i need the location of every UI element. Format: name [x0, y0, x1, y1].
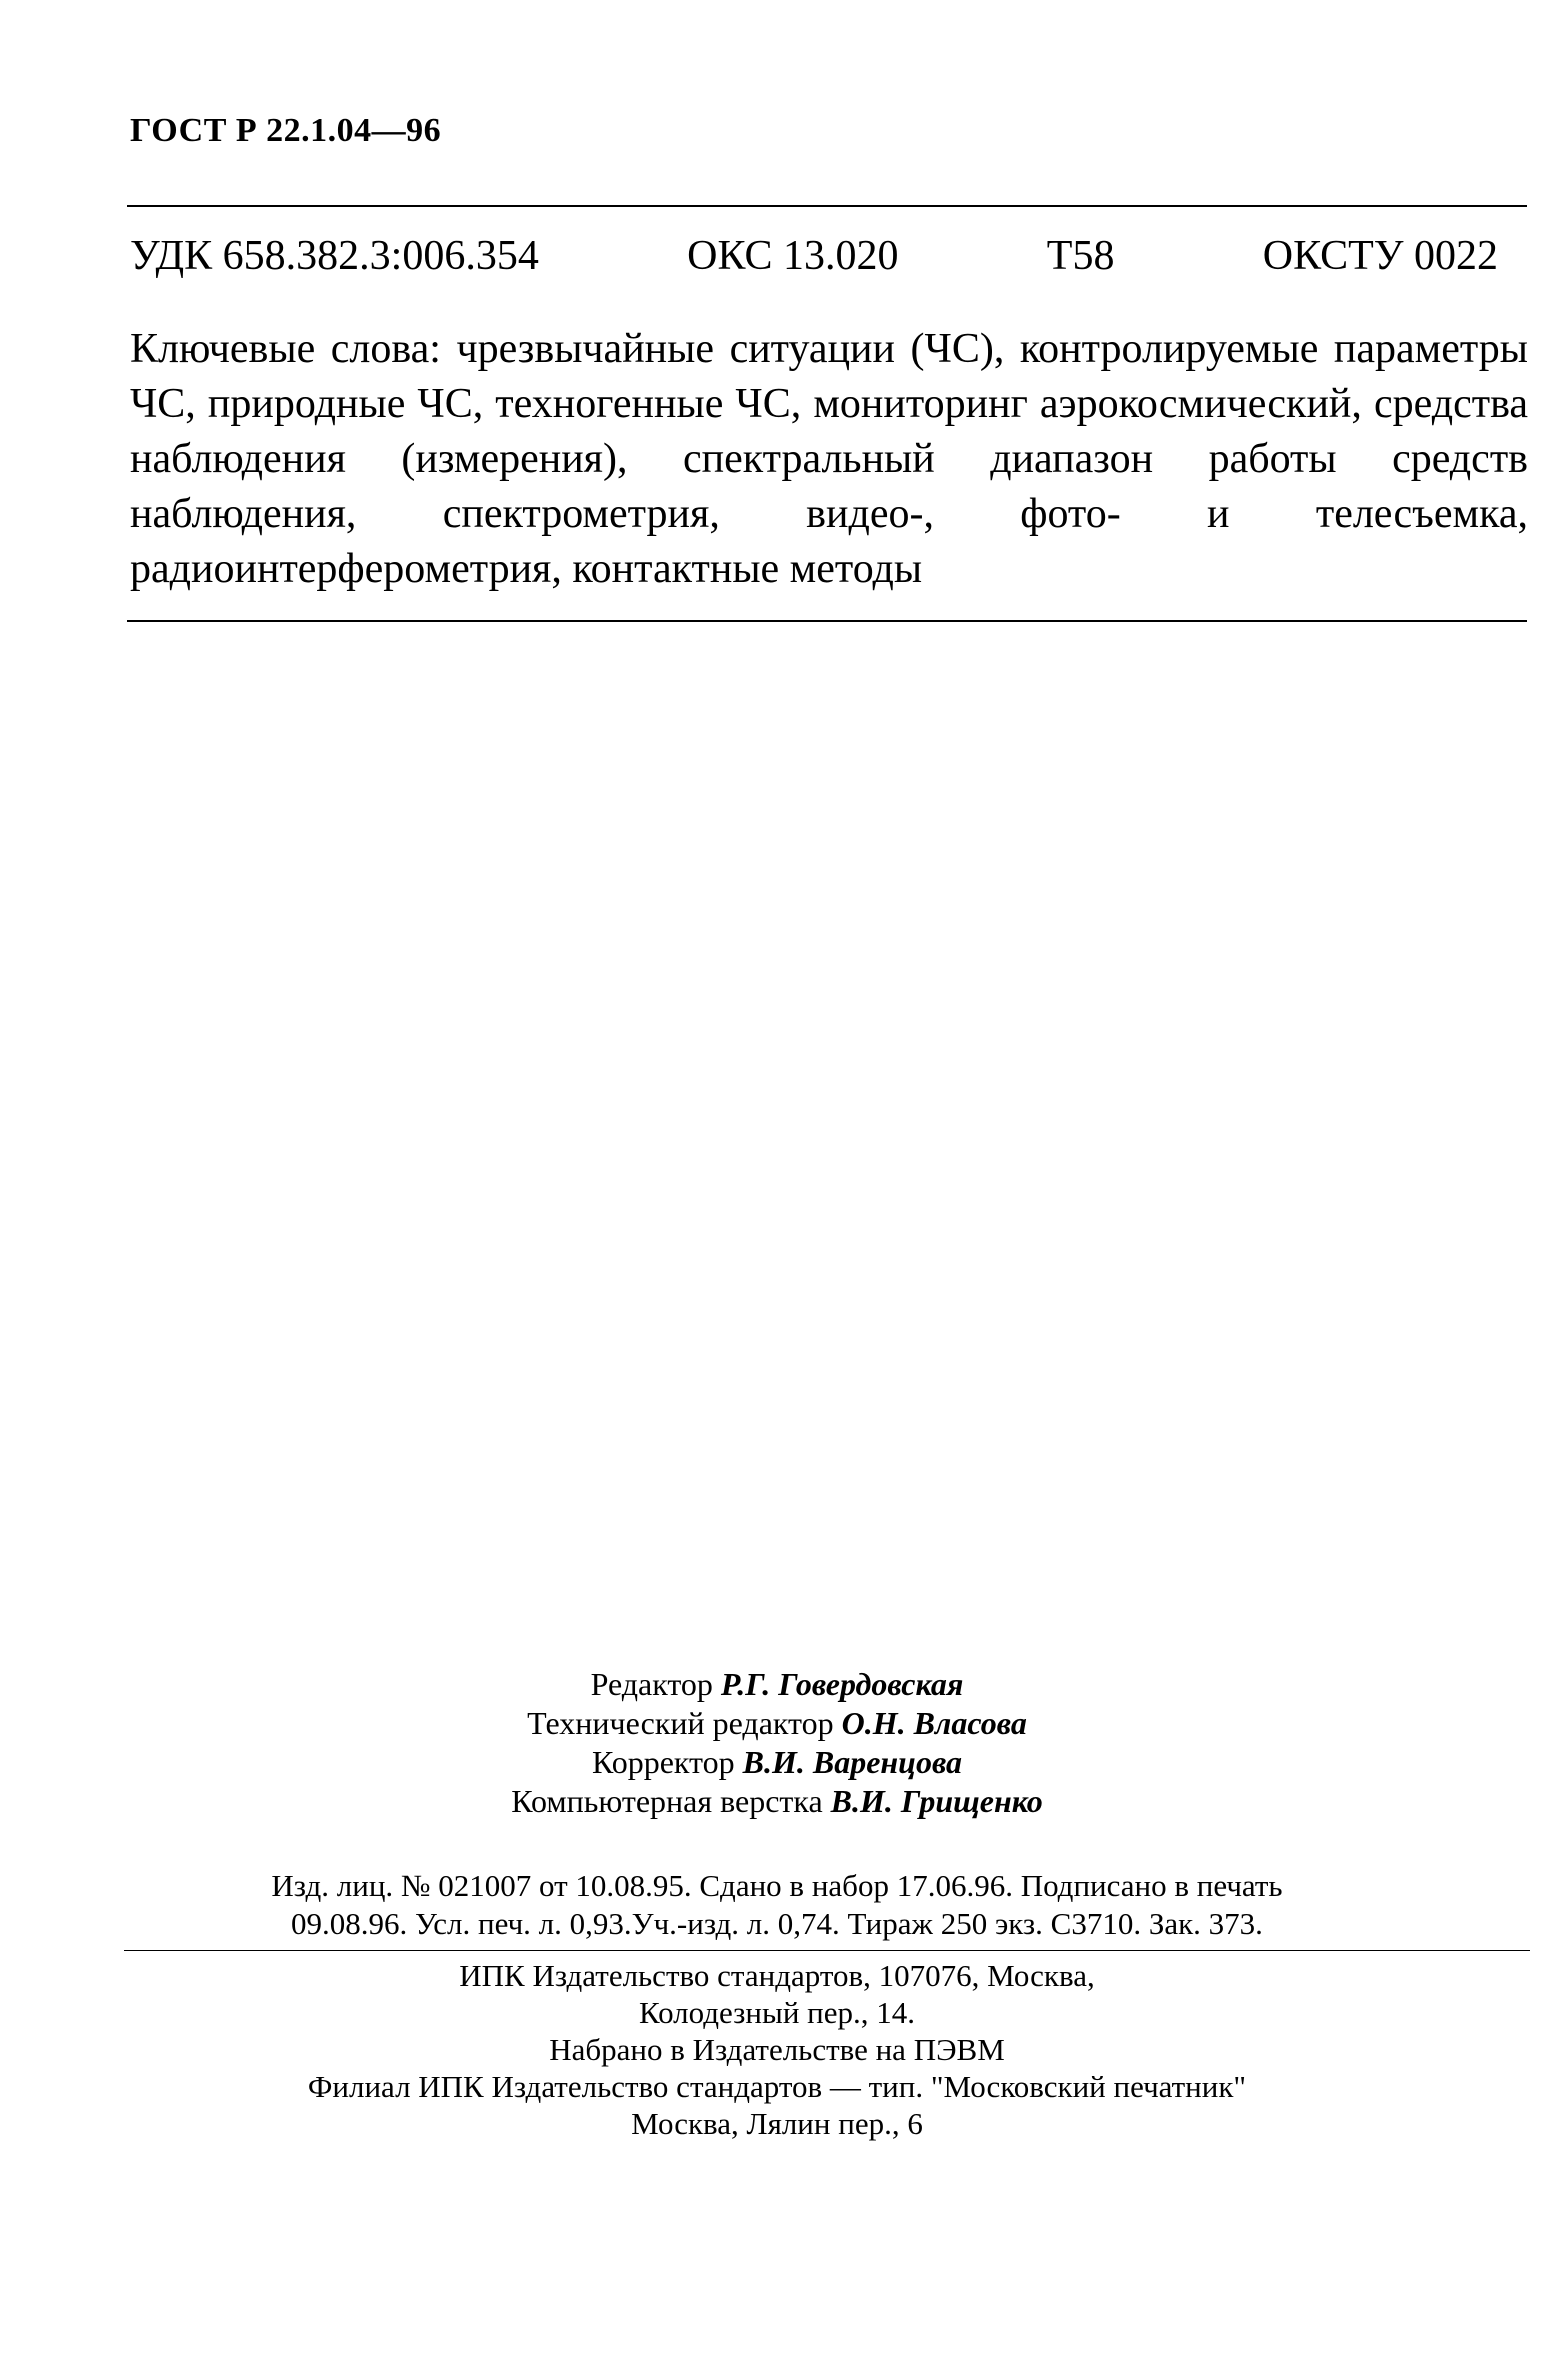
publisher-address	[0, 1957, 1554, 2142]
address-line: ИПК Издательство стандартов, 107076, Москва,	[459, 1958, 1095, 1993]
okstu-code: ОКСТУ 0022	[1262, 233, 1498, 279]
address-line: Набрано в Издательстве на ПЭВМ	[549, 2032, 1005, 2067]
top-divider	[127, 205, 1527, 207]
oks-code: ОКС 13.020	[687, 233, 899, 279]
credits-block	[0, 1665, 1554, 1821]
credit-tech-editor: Технический редактор О.Н. Власова	[527, 1705, 1027, 1741]
document-id: ГОСТ Р 22.1.04—96	[130, 112, 442, 149]
publication-line-1: Изд. лиц. № 021007 от 10.08.95. Сдано в набор 17.06.96. Подписано в печать	[271, 1868, 1283, 1903]
credit-name: В.И. Грищенко	[830, 1783, 1043, 1819]
credit-editor: Редактор Р.Г. Говердовская	[590, 1666, 964, 1702]
keywords-paragraph: Ключевые слова: чрезвычайные ситуации (ЧС), контролируемые параметры ЧС, природные ЧС, техногенные ЧС, мониторинг аэрокосмический, средства наблюдения (измерения), спектральный диапазон работы средств наблюдения, спектрометрия, видео-, фото- и телесъемка, радиоинтерферометрия, контактные методы	[130, 326, 1528, 592]
credit-layout: Компьютерная верстка В.И. Грищенко	[511, 1783, 1043, 1819]
publication-info	[0, 1867, 1554, 1943]
imprint-divider	[124, 1950, 1530, 1951]
publication-line-2: 09.08.96. Усл. печ. л. 0,93.Уч.-изд. л. 0,74. Тираж 250 экз. С3710. Зак. 373.	[291, 1906, 1263, 1941]
udk-code: УДК 658.382.3:006.354	[130, 233, 539, 279]
credit-name: Р.Г. Говердовская	[720, 1666, 964, 1702]
group-code: Т58	[1046, 233, 1115, 279]
keywords-divider	[127, 620, 1527, 622]
credit-name: В.И. Варенцова	[742, 1744, 963, 1780]
address-line: Москва, Лялин пер., 6	[631, 2106, 923, 2141]
credit-corrector: Корректор В.И. Варенцова	[591, 1744, 963, 1780]
credit-name: О.Н. Власова	[841, 1705, 1027, 1741]
classification-codes	[130, 228, 1498, 284]
address-line: Филиал ИПК Издательство стандартов — тип. "Московский печатник"	[307, 2069, 1247, 2104]
address-line: Колодезный пер., 14.	[638, 1995, 916, 2030]
